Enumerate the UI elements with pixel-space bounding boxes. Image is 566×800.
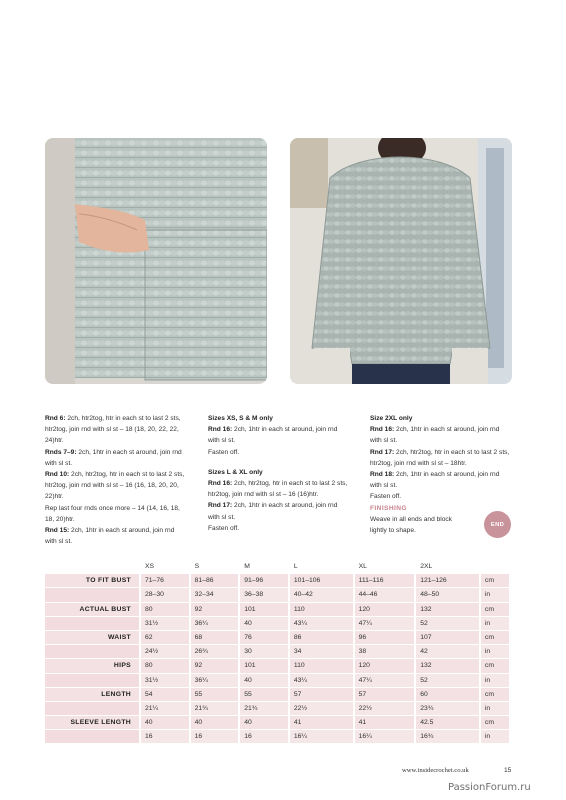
- table-cell: 42: [416, 645, 481, 659]
- table-cell: 132: [416, 659, 481, 673]
- table-cell: 101: [240, 603, 290, 617]
- table-row: [45, 730, 511, 744]
- size-chart-table: [45, 560, 511, 744]
- end-badge: END: [484, 511, 511, 538]
- table-cell: 107: [416, 631, 481, 645]
- watermark: PassionForum.ru: [448, 782, 531, 793]
- instruction-rnd-10: Rnd 10: 2ch, htr2tog, htr in each st to last 2 sts, htr2tog, join rnd with sl st – 16 (16, 18, 20, 20, 22)htr.: [45, 471, 185, 501]
- unit-cell: in: [481, 674, 511, 688]
- row-label: [45, 645, 141, 659]
- row-label: SLEEVE LENGTH: [45, 716, 141, 730]
- table-cell: 22½: [355, 702, 417, 716]
- page-number: 15: [504, 767, 512, 774]
- instruction-rnd-6: Rnd 6: 2ch, htr2tog, htr in each st to last 2 sts, htr2tog, join rnd with sl st – 18 (18, 20, 22, 22, 24)htr.: [45, 415, 181, 445]
- table-cell: 40: [191, 716, 241, 730]
- finishing-heading: FINISHING: [370, 504, 407, 512]
- table-cell: 38: [355, 645, 417, 659]
- instructions-column-1: [45, 413, 185, 547]
- row-label: HIPS: [45, 659, 141, 673]
- table-cell: 21¼: [141, 702, 191, 716]
- table-cell: 121–126: [416, 574, 481, 588]
- table-header-cell: [45, 560, 141, 574]
- table-row: [45, 574, 511, 588]
- table-header-row: [45, 560, 511, 574]
- table-cell: 62: [141, 631, 191, 645]
- table-cell: 54: [141, 688, 191, 702]
- table-cell: 16: [191, 730, 241, 744]
- table-header-cell: M: [240, 560, 290, 574]
- table-row: [45, 631, 511, 645]
- table-cell: 40: [240, 674, 290, 688]
- instruction-rep: Rep last four rnds once more – 14 (14, 16, 18, 18, 20)htr.: [45, 504, 180, 523]
- table-cell: 81–86: [191, 574, 241, 588]
- instruction-fasten-off: Fasten off.: [208, 448, 240, 456]
- table-cell: 16¾: [416, 730, 481, 744]
- table-header-cell: XS: [141, 560, 191, 574]
- table-cell: 23¾: [416, 702, 481, 716]
- table-cell: 55: [240, 688, 290, 702]
- unit-cell: cm: [481, 688, 511, 702]
- table-cell: 96: [355, 631, 417, 645]
- instruction-fasten-off: Fasten off.: [208, 524, 240, 532]
- table-cell: 26¾: [191, 645, 241, 659]
- table-cell: 57: [290, 688, 355, 702]
- table-cell: 16¼: [290, 730, 355, 744]
- table-cell: 40: [240, 617, 290, 631]
- table-row: [45, 688, 511, 702]
- row-label: [45, 617, 141, 631]
- section-heading-2xl: Size 2XL only: [370, 415, 413, 422]
- table-cell: 60: [416, 688, 481, 702]
- table-header-cell: XL: [355, 560, 417, 574]
- table-cell: 110: [290, 659, 355, 673]
- table-header-cell: L: [290, 560, 355, 574]
- table-cell: 92: [191, 603, 241, 617]
- table-cell: 52: [416, 674, 481, 688]
- row-label: TO FIT BUST: [45, 574, 141, 588]
- instruction-fasten-off: Fasten off.: [370, 493, 402, 501]
- instruction-rnd-16-2xl: Rnd 16: 2ch, 1htr in each st around, join rnd with sl st.: [370, 426, 500, 445]
- table-row: [45, 588, 511, 602]
- table-cell: 47¼: [355, 617, 417, 631]
- table-cell: 22½: [290, 702, 355, 716]
- table-cell: 40: [141, 716, 191, 730]
- row-label: [45, 702, 141, 716]
- unit-cell: cm: [481, 603, 511, 617]
- instruction-rnd-16-small: Rnd 16: 2ch, 1htr in each st around, join rnd with sl st.: [208, 426, 338, 445]
- table-cell: 36¼: [191, 674, 241, 688]
- instruction-rnd-15: Rnd 15: 2ch, 1htr in each st around, join rnd with sl st.: [45, 527, 175, 546]
- table-cell: 43¼: [290, 674, 355, 688]
- table-cell: 120: [355, 603, 417, 617]
- row-label: LENGTH: [45, 688, 141, 702]
- section-heading-xs-s-m: Sizes XS, S & M only: [208, 415, 273, 422]
- table-cell: 21¾: [191, 702, 241, 716]
- table-cell: 120: [355, 659, 417, 673]
- table-cell: 101: [240, 659, 290, 673]
- table-cell: 86: [290, 631, 355, 645]
- unit-cell: in: [481, 588, 511, 602]
- row-label: [45, 588, 141, 602]
- table-cell: 80: [141, 603, 191, 617]
- table-cell: 101–106: [290, 574, 355, 588]
- table-cell: 91–96: [240, 574, 290, 588]
- table-cell: 55: [191, 688, 241, 702]
- photo-sweater-sleeve-closeup: [45, 138, 267, 384]
- table-cell: 57: [355, 688, 417, 702]
- table-cell: 80: [141, 659, 191, 673]
- instruction-rnd-18-2xl: Rnd 18: 2ch, 1htr in each st around, join rnd with sl st.: [370, 471, 500, 490]
- table-body: [45, 574, 511, 744]
- table-cell: 16¼: [355, 730, 417, 744]
- table-header-cell: 2XL: [416, 560, 481, 574]
- table-cell: 32–34: [191, 588, 241, 602]
- table-cell: 68: [191, 631, 241, 645]
- table-row: [45, 603, 511, 617]
- table-cell: 132: [416, 603, 481, 617]
- table-cell: 40–42: [290, 588, 355, 602]
- instructions-column-2: [208, 413, 348, 534]
- unit-cell: in: [481, 617, 511, 631]
- row-label: [45, 674, 141, 688]
- instruction-rnd-16-large: Rnd 16: 2ch, htr2tog, htr in each st to last 2 sts, htr2tog, join rnd with sl st – 16 (16)htr.: [208, 480, 348, 499]
- table-cell: 24½: [141, 645, 191, 659]
- finishing-text: Weave in all ends and block lightly to shape.: [370, 515, 452, 535]
- table-cell: 31½: [141, 617, 191, 631]
- table-cell: 76: [240, 631, 290, 645]
- table-cell: 44–46: [355, 588, 417, 602]
- table-cell: 16: [141, 730, 191, 744]
- table-cell: 34: [290, 645, 355, 659]
- table-header-cell: [481, 560, 511, 574]
- photo-sweater-back-view: [290, 138, 512, 384]
- section-heading-l-xl: Sizes L & XL only: [208, 468, 263, 476]
- table-row: [45, 716, 511, 730]
- table-cell: 36–38: [240, 588, 290, 602]
- table-cell: 21¾: [240, 702, 290, 716]
- table-row: [45, 702, 511, 716]
- table-header-cell: S: [191, 560, 241, 574]
- row-label: [45, 730, 141, 744]
- table-cell: 47¼: [355, 674, 417, 688]
- instruction-rnds-7-9: Rnds 7–9: 2ch, 1htr in each st around, join rnd with sl st.: [45, 448, 182, 467]
- row-label: WAIST: [45, 631, 141, 645]
- unit-cell: cm: [481, 659, 511, 673]
- table-row: [45, 617, 511, 631]
- table-cell: 52: [416, 617, 481, 631]
- table-cell: 110: [290, 603, 355, 617]
- table-row: [45, 645, 511, 659]
- instruction-rnd-17-2xl: Rnd 17: 2ch, htr2tog, htr in each st to last 2 sts, htr2tog, join rnd with sl st – 18htr.: [370, 448, 510, 467]
- unit-cell: cm: [481, 631, 511, 645]
- footer-url: www.insidecrochet.co.uk: [402, 767, 469, 774]
- table-cell: 40: [240, 716, 290, 730]
- table-row: [45, 659, 511, 673]
- unit-cell: in: [481, 702, 511, 716]
- table-cell: 92: [191, 659, 241, 673]
- table-cell: 41: [355, 716, 417, 730]
- instruction-rnd-17-large: Rnd 17: 2ch, 1htr in each st around, join rnd with sl st.: [208, 502, 338, 521]
- table-cell: 71–76: [141, 574, 191, 588]
- table-cell: 42.5: [416, 716, 481, 730]
- row-label: ACTUAL BUST: [45, 603, 141, 617]
- unit-cell: in: [481, 730, 511, 744]
- table-cell: 41: [290, 716, 355, 730]
- unit-cell: cm: [481, 716, 511, 730]
- table-cell: 16: [240, 730, 290, 744]
- table-cell: 48–50: [416, 588, 481, 602]
- table-cell: 111–116: [355, 574, 417, 588]
- table-cell: 43¼: [290, 617, 355, 631]
- unit-cell: cm: [481, 574, 511, 588]
- table-cell: 31½: [141, 674, 191, 688]
- table-row: [45, 674, 511, 688]
- table-cell: 36¼: [191, 617, 241, 631]
- table-cell: 28–30: [141, 588, 191, 602]
- table-cell: 30: [240, 645, 290, 659]
- unit-cell: in: [481, 645, 511, 659]
